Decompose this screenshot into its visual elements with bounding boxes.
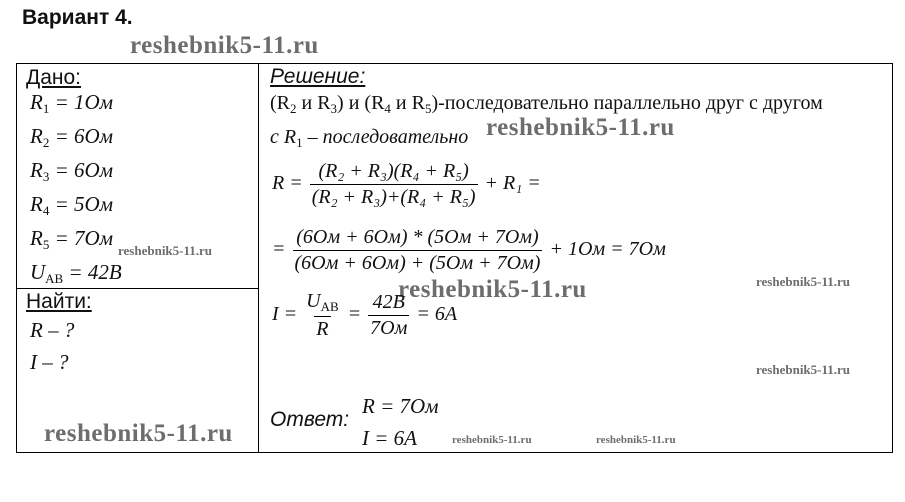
given-item: $U_{AB} = 42B$ [30,260,122,286]
given-item: $R_5 = 7Ом$ [30,226,114,252]
watermark: reshebnik5-11.ru [756,274,851,289]
find-label: Найти: [26,290,92,313]
watermark: reshebnik5-11.ru [596,434,676,446]
given-item: $R_2 = 6Ом$ [30,124,114,150]
formula-current: I = $\frac{U_{AB}}{R}$ = $\frac{42B}{7Ом}$ = 6A [272,290,458,340]
given-label: Дано: [26,66,82,89]
find-item: R – ? [30,318,75,342]
table-border-right [892,63,893,452]
watermark: reshebnik5-11.ru [756,362,851,377]
watermark: reshebnik5-11.ru [44,420,233,447]
solution-label: Решение: [270,65,366,88]
solution-line-2: с $R_1$ – последовательно [270,126,469,150]
watermark: reshebnik5-11.ru [398,276,587,303]
formula-resistance: R = $\frac{\text{(R₂ + R₃)(R₄ + R₅)}}{\text{(R₂ + R₃)+(R₄ + R₅)}}$ + R₁ = [272,160,541,208]
table-divider [258,63,259,452]
given-item: $R_4 = 5Ом$ [30,192,114,218]
watermark: reshebnik5-11.ru [486,114,675,141]
answer-line-2: I = 6A [362,426,417,450]
given-item: $R_3 = 6Ом$ [30,158,114,184]
watermark: reshebnik5-11.ru [452,434,532,446]
answer-line-1: R = 7Ом [362,394,439,418]
find-item: I – ? [30,350,69,374]
watermark: reshebnik5-11.ru [118,243,213,258]
answer-label: Ответ: [270,408,350,431]
formula-substitution: = $\frac{(6Ом + 6Ом) * (5Ом + 7Ом)}{(6Ом + 6Ом) + (5Ом + 7Ом)}$ + 1Ом = 7Ом [272,226,666,274]
watermark: reshebnik5-11.ru [130,32,319,59]
table-border-left [16,63,17,452]
given-find-divider [17,288,259,289]
given-item: $R_1 = 1Ом$ [30,90,114,116]
solution-line-1: ($R_2$ и $R_3$) и ($R_4$ и $R_5$)-последовательно параллельно друг с другом [270,92,823,116]
page-title: Вариант 4. [22,6,133,29]
